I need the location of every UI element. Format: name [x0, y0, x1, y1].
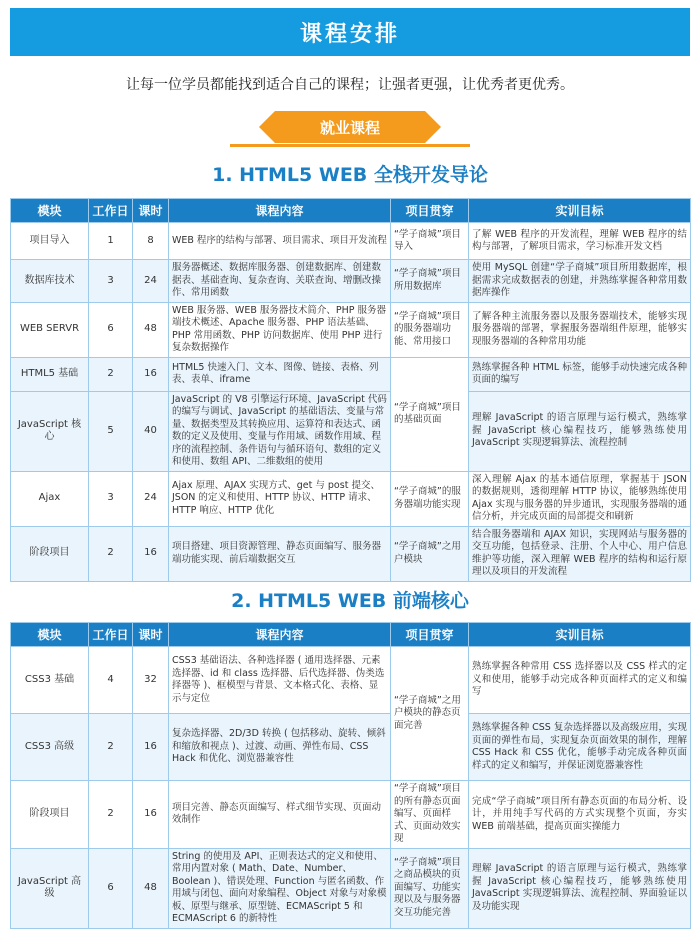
category-badge — [275, 111, 425, 143]
cell-content: CSS3 基础语法、各种选择器 ( 通用选择器、元素选择器、id 和 class 选择器、后代选择器、伪类选择器等 )、框模型与背景、文本格式化、表格、显示与定位 — [169, 647, 391, 714]
cell-days: 6 — [89, 302, 133, 357]
header-content: 课程内容 — [169, 199, 391, 223]
cell-days: 2 — [89, 781, 133, 849]
table-row — [11, 223, 691, 260]
cell-module: HTML5 基础 — [11, 357, 89, 391]
cell-content: String 的使用及 API、正则表达式的定义和使用、常用内置对象 ( Math、Date、Number、Boolean )、错误处理、Function 与匿名函数、作用域与闭包、面向对象编程、Object 对象与对象模板、原型与继承、原型链、ECMAScript 5 和 ECMAScript 6 的新特性 — [169, 848, 391, 928]
table-header-row — [11, 199, 691, 223]
cell-days: 6 — [89, 848, 133, 928]
table-row — [11, 848, 691, 928]
cell-project-merged: “学子商城”项目的基础页面 — [391, 357, 469, 471]
header-module: 模块 — [11, 199, 89, 223]
cell-module: 阶段项目 — [11, 526, 89, 581]
section-1-title: 1. HTML5 WEB 全栈开发导论 — [212, 164, 488, 186]
cell-hours: 40 — [133, 391, 169, 471]
header-days: 工作日 — [89, 623, 133, 647]
cell-goal: 熟练掌握各种 HTML 标签，能够手动快速完成各种页面的编写 — [469, 357, 691, 391]
cell-content: HTML5 快速入门、文本、图像、链接、表格、列表、表单、iframe — [169, 357, 391, 391]
badge-underline — [230, 144, 470, 147]
cell-hours: 16 — [133, 781, 169, 849]
header-project: 项目贯穿 — [391, 199, 469, 223]
cell-content: WEB 程序的结构与部署、项目需求、项目开发流程 — [169, 223, 391, 260]
cell-goal: 了解各种主流服务器以及服务器端技术，能够实现服务器端的部署，掌握服务器端组件原理，能够实现服务器端的各种常用功能 — [469, 302, 691, 357]
cell-goal: 完成“学子商城”项目所有静态页面的布局分析、设计，并用纯手写代码的方式实现整个页面，夯实 WEB 前端基础，提高页面实操能力 — [469, 781, 691, 849]
cell-project: “学子商城”的服务器端功能实现 — [391, 471, 469, 526]
table-row — [11, 714, 691, 781]
cell-module: JavaScript 高级 — [11, 848, 89, 928]
header-module: 模块 — [11, 623, 89, 647]
cell-hours: 16 — [133, 714, 169, 781]
table-row — [11, 391, 691, 471]
badge-label: 就业课程 — [319, 118, 380, 137]
table-row — [11, 647, 691, 714]
cell-days: 5 — [89, 391, 133, 471]
header-project: 项目贯穿 — [391, 623, 469, 647]
table-row — [11, 471, 691, 526]
cell-module: 阶段项目 — [11, 781, 89, 849]
cell-project: “学子商城”项目所用数据库 — [391, 260, 469, 303]
cell-goal: 了解 WEB 程序的开发流程，理解 WEB 程序的结构与部署，了解项目需求，学习标准开发文档 — [469, 223, 691, 260]
table-row — [11, 260, 691, 303]
course-table-1 — [10, 198, 691, 582]
cell-hours: 8 — [133, 223, 169, 260]
header-content: 课程内容 — [169, 623, 391, 647]
course-table-2 — [10, 622, 691, 929]
header-goal: 实训目标 — [469, 199, 691, 223]
cell-goal: 理解 JavaScript 的语言原理与运行模式，熟练掌握 JavaScript 核心编程技巧，能够熟练使用 JavaScript 实现逻辑算法、流程控制、界面验证以及功能实现 — [469, 848, 691, 928]
cell-project: “学子商城”项目之商品模块的页面编写、功能实现以及与服务器交互功能完善 — [391, 848, 469, 928]
cell-project: “学子商城”项目的服务器端功能、常用接口 — [391, 302, 469, 357]
table-row — [11, 781, 691, 849]
cell-goal: 熟练掌握各种 CSS 复杂选择器以及高级应用，实现页面的弹性布局，实现复杂页面效果的制作，理解 CSS Hack 和 CSS 优化，能够手动完成各种页面样式的定义和编写，并保证浏览器兼容性 — [469, 714, 691, 781]
cell-goal: 使用 MySQL 创建“学子商城”项目所用数据库，根据需求完成数据表的创建，并熟练掌握各种常用数据库操作 — [469, 260, 691, 303]
cell-module: 数据库技术 — [11, 260, 89, 303]
cell-goal: 深入理解 Ajax 的基本通信原理，掌握基于 JSON 的数据规则，透彻理解 HTTP 协议，能够熟练使用 Ajax 实现与服务器的异步通讯，实现服务器端的通信分析，并完成页面的局部提交和刷新 — [469, 471, 691, 526]
page-banner — [10, 8, 690, 56]
cell-content: 复杂选择器、2D/3D 转换 ( 包括移动、旋转、倾斜和缩放和视点 )、过渡、动画、弹性布局、CSS Hack 和优化、浏览器兼容性 — [169, 714, 391, 781]
cell-module: CSS3 基础 — [11, 647, 89, 714]
cell-days: 1 — [89, 223, 133, 260]
cell-hours: 16 — [133, 526, 169, 581]
table-row — [11, 302, 691, 357]
header-hours: 课时 — [133, 623, 169, 647]
cell-hours: 48 — [133, 848, 169, 928]
cell-days: 2 — [89, 526, 133, 581]
cell-module: WEB SERVR — [11, 302, 89, 357]
section-2-title: 2. HTML5 WEB 前端核心 — [231, 590, 469, 612]
cell-project: “学子商城”之用户模块 — [391, 526, 469, 581]
cell-content: 项目完善、静态页面编写、样式细节实现、页面动效制作 — [169, 781, 391, 849]
cell-hours: 48 — [133, 302, 169, 357]
banner-title: 课程安排 — [299, 21, 400, 47]
cell-days: 3 — [89, 260, 133, 303]
table-row — [11, 357, 691, 391]
cell-module: CSS3 高级 — [11, 714, 89, 781]
cell-hours: 24 — [133, 471, 169, 526]
cell-content: 服务器概述、数据库服务器、创建数据库、创建数据表、基础查询、复杂查询、关联查询、增删改操作、常用函数 — [169, 260, 391, 303]
cell-module: Ajax — [11, 471, 89, 526]
cell-content: WEB 服务器、WEB 服务器技术简介、PHP 服务器端技术概述、Apache 服务器、PHP 语法基础、PHP 常用函数、PHP 访问数据库、使用 PHP 进行复杂数据操作 — [169, 302, 391, 357]
cell-goal: 结合服务器端和 AJAX 知识，实现网站与服务器的交互功能，包括登录、注册、个人中心、用户信息维护等功能，深入理解 WEB 程序的结构和运行原理以及项目的开发流程 — [469, 526, 691, 581]
table-header-row — [11, 623, 691, 647]
cell-module: 项目导入 — [11, 223, 89, 260]
cell-days: 2 — [89, 357, 133, 391]
slogan: 让每一位学员都能找到适合自己的课程；让强者更强，让优秀者更优秀。 — [126, 77, 574, 93]
header-goal: 实训目标 — [469, 623, 691, 647]
cell-days: 2 — [89, 714, 133, 781]
table-row — [11, 526, 691, 581]
cell-days: 3 — [89, 471, 133, 526]
cell-content: Ajax 原理、AJAX 实现方式、get 与 post 提交、JSON 的定义和使用、HTTP 协议、HTTP 请求、HTTP 响应、HTTP 优化 — [169, 471, 391, 526]
cell-hours: 24 — [133, 260, 169, 303]
header-hours: 课时 — [133, 199, 169, 223]
cell-goal: 理解 JavaScript 的语言原理与运行模式，熟练掌握 JavaScript 核心编程技巧，能够熟练使用 JavaScript 实现逻辑算法、流程控制 — [469, 391, 691, 471]
cell-project: “学子商城”项目导入 — [391, 223, 469, 260]
cell-content: JavaScript 的 V8 引擎运行环境、JavaScript 代码的编写与调试、JavaScript 的基础语法、变量与常量、数据类型及其转换应用、运算符和表达式、函数的定义及使用、变量与作用域、函数作用域、程序的流程控制、条件语句与循环语句、数组的定义和使用、数组 API、二维数组的使用 — [169, 391, 391, 471]
cell-project: “学子商城”项目的所有静态页面编写、页面样式、页面动效实现 — [391, 781, 469, 849]
cell-goal: 熟练掌握各种常用 CSS 选择器以及 CSS 样式的定义和使用，能够手动完成各种页面样式的定义和编写 — [469, 647, 691, 714]
cell-hours: 32 — [133, 647, 169, 714]
header-days: 工作日 — [89, 199, 133, 223]
cell-content: 项目搭建、项目资源管理、静态页面编写、服务器端功能实现、前后端数据交互 — [169, 526, 391, 581]
badge-wrap — [0, 111, 700, 143]
cell-hours: 16 — [133, 357, 169, 391]
cell-module: JavaScript 核心 — [11, 391, 89, 471]
cell-days: 4 — [89, 647, 133, 714]
cell-project-merged: “学子商城”之用户模块的静态页面完善 — [391, 647, 469, 781]
